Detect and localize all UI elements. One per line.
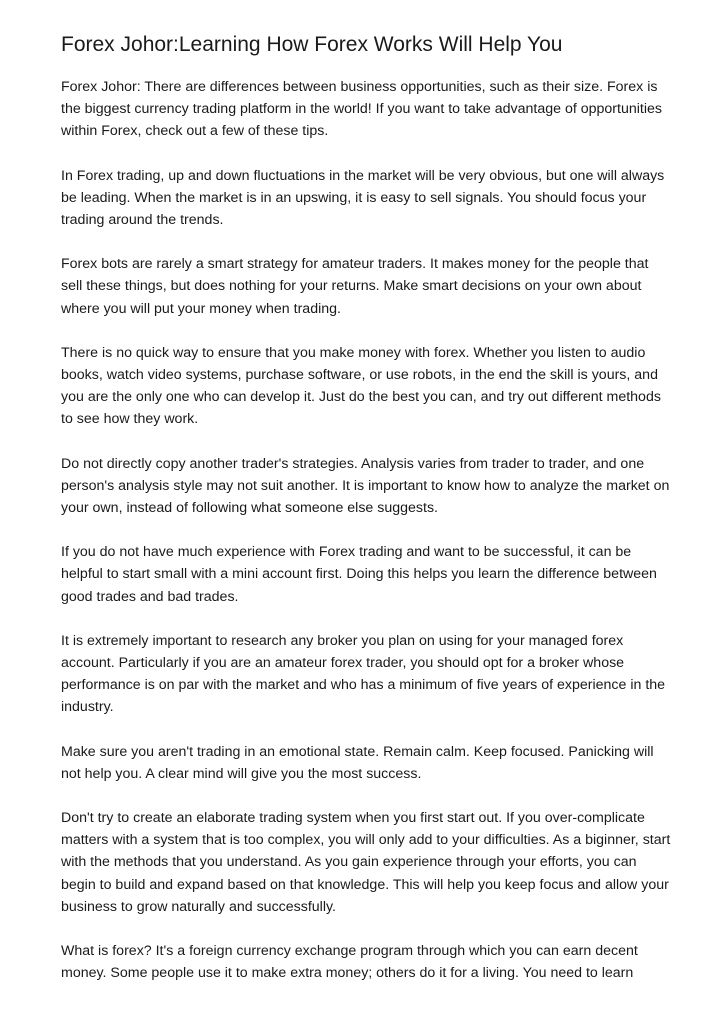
paragraph-10: What is forex? It's a foreign currency exchange program through which you can earn decent money. Some people use it to make extra money; others do it for a living. You need to learn — [61, 943, 638, 982]
paragraph-8: Make sure you aren't trading in an emotional state. Remain calm. Keep focused. Panicking will not help you. A clear mind will give you the most success. — [61, 743, 654, 782]
paragraph-7: It is extremely important to research any broker you plan on using for your managed forex account. Particularly if you are an amateur forex trader, you should opt for a broker whose performance is on par with the market and who has a minimum of five years of experience in the industry. — [61, 632, 666, 716]
paragraph-9: Don't try to create an elaborate trading system when you first start out. If you over-complicate matters with a system that is too complex, you will only add to your difficulties. As a biginner, start with the methods that you understand. As you gain experience through your efforts, you can begin to build and expand based on that knowledge. This will help you keep focus and allow your business to grow naturally and successfully. — [61, 810, 671, 915]
document-page — [61, 30, 673, 1007]
paragraph-5: Do not directly copy another trader's strategies. Analysis varies from trader to trader, and one person's analysis style may not suit another. It is important to know how to analyze the market on your own, instead of following what someone else suggests. — [61, 455, 670, 517]
paragraph-3: Forex bots are rarely a smart strategy for amateur traders. It makes money for the people that sell these things, but does nothing for your returns. Make smart decisions on your own about where you will put your money when trading. — [61, 256, 649, 317]
paragraph-1: Forex Johor: There are differences between business opportunities, such as their size. Forex is the biggest currency trading platform in the world! If you want to take advantage of opportunities within Forex, check out a few of these tips. — [61, 79, 662, 140]
document-title: Forex Johor:Learning How Forex Works Will Help You — [61, 33, 563, 56]
paragraph-2: In Forex trading, up and down fluctuations in the market will be very obvious, but one will always be leading. When the market is in an upswing, it is easy to sell signals. You should focus your trading around the trends. — [61, 167, 665, 229]
paragraph-4: There is no quick way to ensure that you make money with forex. Whether you listen to audio books, watch video systems, purchase software, or use robots, in the end the skill is yours, and you are the only one who can develop it. Just do the best you can, and try out different methods to see how they work. — [61, 344, 661, 428]
paragraph-6: If you do not have much experience with Forex trading and want to be successful, it can be helpful to start small with a mini account first. Doing this helps you learn the difference between good trades and bad trades. — [61, 544, 657, 605]
